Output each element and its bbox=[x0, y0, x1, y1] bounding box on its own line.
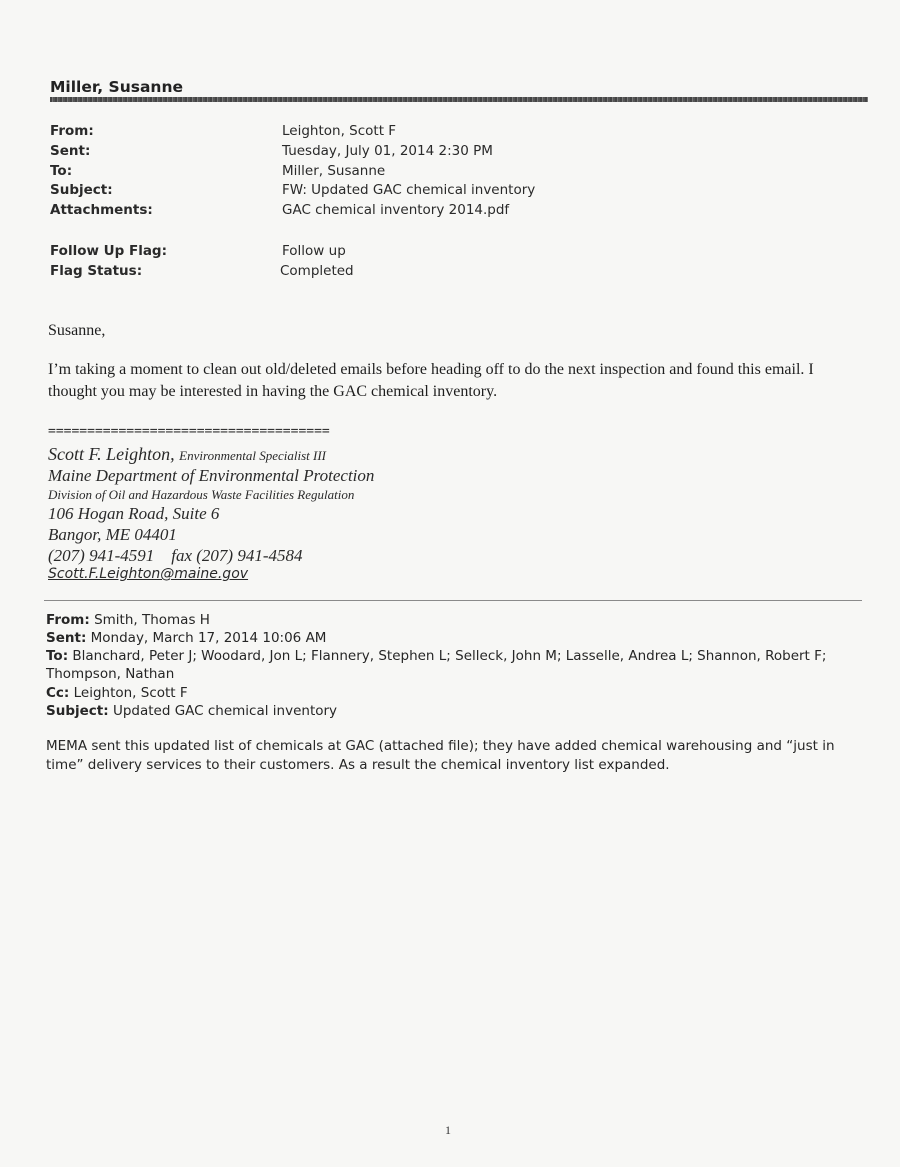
mailbox-owner: Miller, Susanne bbox=[50, 78, 183, 96]
fwd-cc-value: Leighton, Scott F bbox=[73, 685, 188, 701]
fwd-cc-row bbox=[46, 684, 866, 702]
signature-name: Scott F. Leighton, bbox=[48, 444, 175, 464]
followup-value: Follow up bbox=[282, 243, 346, 259]
signature-rule: ==================================== bbox=[48, 424, 330, 439]
followup-label: Follow Up Flag: bbox=[50, 243, 167, 259]
salutation: Susanne, bbox=[48, 322, 106, 339]
signature-name-line bbox=[48, 444, 326, 465]
sent-value: Tuesday, July 01, 2014 2:30 PM bbox=[282, 143, 493, 159]
signature-phone: (207) 941-4591 fax (207) 941-4584 bbox=[48, 546, 303, 565]
flagstatus-value: Completed bbox=[280, 263, 354, 279]
fwd-sent-row bbox=[46, 629, 866, 647]
signature-division: Division of Oil and Hazardous Waste Facilities Regulation bbox=[48, 487, 355, 502]
fwd-subject-row bbox=[46, 702, 866, 720]
attachments-label: Attachments: bbox=[50, 202, 153, 218]
subject-label: Subject: bbox=[50, 182, 113, 198]
page-number: 1 bbox=[445, 1123, 451, 1137]
sent-label: Sent: bbox=[50, 143, 91, 159]
fwd-subject-value: Updated GAC chemical inventory bbox=[112, 703, 338, 719]
signature-title: Environmental Specialist III bbox=[179, 448, 326, 463]
signature-address-line1: 106 Hogan Road, Suite 6 bbox=[48, 504, 220, 523]
owner-rule bbox=[50, 97, 868, 102]
forward-separator bbox=[44, 600, 862, 601]
fwd-sent-value: Monday, March 17, 2014 10:06 AM bbox=[90, 630, 327, 646]
attachments-value: GAC chemical inventory 2014.pdf bbox=[282, 202, 510, 218]
fwd-to-row bbox=[46, 647, 861, 683]
fwd-from-value: Smith, Thomas H bbox=[94, 612, 210, 628]
fwd-to-label: To: bbox=[46, 648, 69, 664]
fwd-to-value: Blanchard, Peter J; Woodard, Jon L; Flannery, Stephen L; Selleck, John M; Lasselle, Andrea L; Shannon, Robert F; Thompson, Nathan bbox=[46, 648, 827, 682]
fwd-subject-label: Subject: bbox=[46, 703, 109, 719]
signature-department: Maine Department of Environmental Protection bbox=[48, 466, 375, 485]
from-label: From: bbox=[50, 123, 94, 139]
signature-email-link[interactable]: Scott.F.Leighton@maine.gov bbox=[48, 566, 249, 582]
to-value: Miller, Susanne bbox=[282, 163, 386, 179]
fwd-cc-label: Cc: bbox=[46, 685, 70, 701]
fwd-message-body: MEMA sent this updated list of chemicals at GAC (attached file); they have added chemical warehousing and “just in time” delivery services to their customers. As a result the chemical inventory list expanded. bbox=[46, 738, 835, 773]
subject-value: FW: Updated GAC chemical inventory bbox=[282, 182, 536, 198]
from-value: Leighton, Scott F bbox=[282, 123, 397, 139]
signature-address-line2: Bangor, ME 04401 bbox=[48, 525, 177, 544]
fwd-sent-label: Sent: bbox=[46, 630, 87, 646]
message-body: I’m taking a moment to clean out old/deleted emails before heading off to do the next inspection and found this email. I thought you may be interested in having the GAC chemical inventory. bbox=[48, 361, 814, 400]
to-label: To: bbox=[50, 163, 73, 179]
flagstatus-label: Flag Status: bbox=[50, 263, 143, 279]
fwd-from-row bbox=[46, 611, 866, 629]
fwd-from-label: From: bbox=[46, 612, 90, 628]
